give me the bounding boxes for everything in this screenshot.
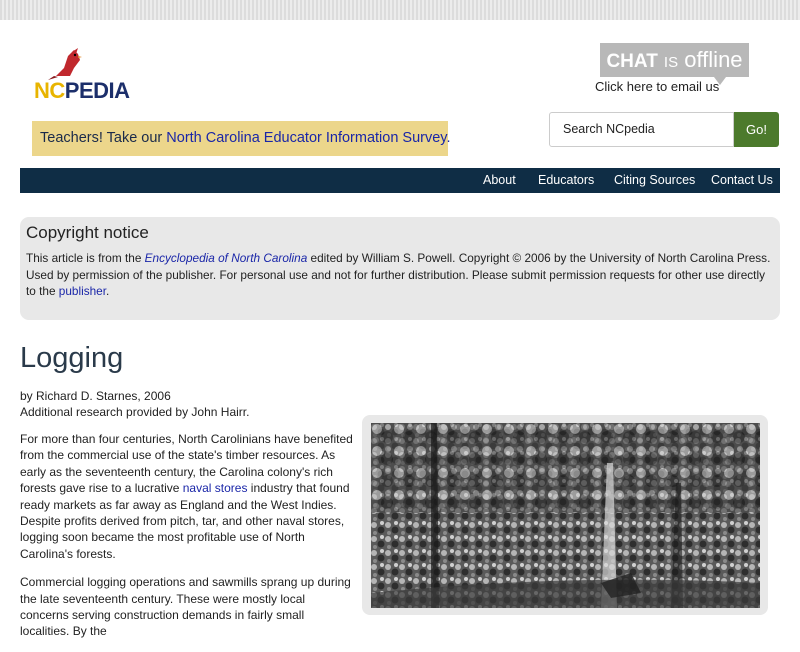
survey-prefix: Teachers! Take our bbox=[40, 130, 167, 146]
notice-text bbox=[26, 250, 774, 300]
cardinal-icon bbox=[34, 46, 94, 80]
nav-citing-sources[interactable]: Citing Sources bbox=[614, 173, 696, 187]
paragraph-1 bbox=[20, 431, 353, 562]
email-us-link[interactable]: Click here to email us bbox=[595, 79, 720, 94]
logging-photo[interactable] bbox=[371, 423, 760, 608]
search-input[interactable]: Search NCpedia bbox=[549, 112, 734, 147]
survey-banner bbox=[32, 121, 451, 156]
logging-photo-graphic bbox=[371, 423, 760, 608]
notice-title: Copyright notice bbox=[26, 223, 149, 242]
top-strip bbox=[0, 0, 800, 20]
notice-text-1: This article is from the bbox=[26, 251, 145, 265]
research-line: Additional research provided by John Hairr. bbox=[20, 405, 250, 419]
publisher-link[interactable]: publisher bbox=[58, 284, 107, 298]
logo-nc: NC bbox=[34, 78, 65, 103]
nav-educators[interactable]: Educators bbox=[538, 173, 595, 187]
encyclopedia-link[interactable]: Encyclopedia of North Carolina bbox=[144, 251, 308, 265]
nav-contact-us[interactable]: Contact Us bbox=[711, 173, 773, 187]
search-go-button[interactable]: Go! bbox=[734, 112, 779, 147]
notice-text-2: edited by William S. Powell. Copyright © 2006 by the University of North Carolina Press. Used by permission of the publisher. For personal use and not for further distribution. Please submit permission requests for other use directly to the bbox=[26, 251, 771, 298]
p1-text-b: industry that found ready markets as far away as England and the West Indies. Despite profits derived from pitch, tar, and other naval stores, logging soon became the most profitable use of North Carolina's forests. bbox=[20, 481, 350, 561]
naval-stores-link[interactable]: naval stores bbox=[182, 481, 248, 496]
byline bbox=[20, 388, 249, 420]
chat-status-badge[interactable] bbox=[600, 43, 749, 77]
logo-wordmark bbox=[34, 78, 130, 104]
logo-pedia: PEDIA bbox=[64, 78, 130, 103]
author-line: by Richard D. Starnes, 2006 bbox=[20, 389, 171, 403]
copyright-notice bbox=[20, 217, 780, 320]
chat-is-label: IS bbox=[663, 54, 679, 71]
paragraph-2: Commercial logging operations and sawmills sprang up during the late seventeenth century. These were mostly local concerns serving construction demands in fairly small localities. By the bbox=[20, 575, 351, 639]
survey-link[interactable]: North Carolina Educator Information Survey. bbox=[166, 130, 451, 146]
p1-text-a: For more than four centuries, North Carolinians have benefited from the commercial use of the state's timber resources. As early as the seventeenth century, the Carolina colony's rich forests gave rise to a lucrative bbox=[20, 432, 353, 496]
article-body bbox=[20, 431, 353, 652]
notice-text-3: . bbox=[106, 284, 110, 298]
main-navbar bbox=[20, 168, 780, 193]
chat-status: offline bbox=[684, 47, 743, 72]
ncpedia-logo[interactable] bbox=[34, 46, 154, 104]
chat-label: CHAT bbox=[606, 51, 658, 72]
nav-about[interactable]: About bbox=[483, 173, 516, 187]
page-title: Logging bbox=[20, 342, 124, 374]
